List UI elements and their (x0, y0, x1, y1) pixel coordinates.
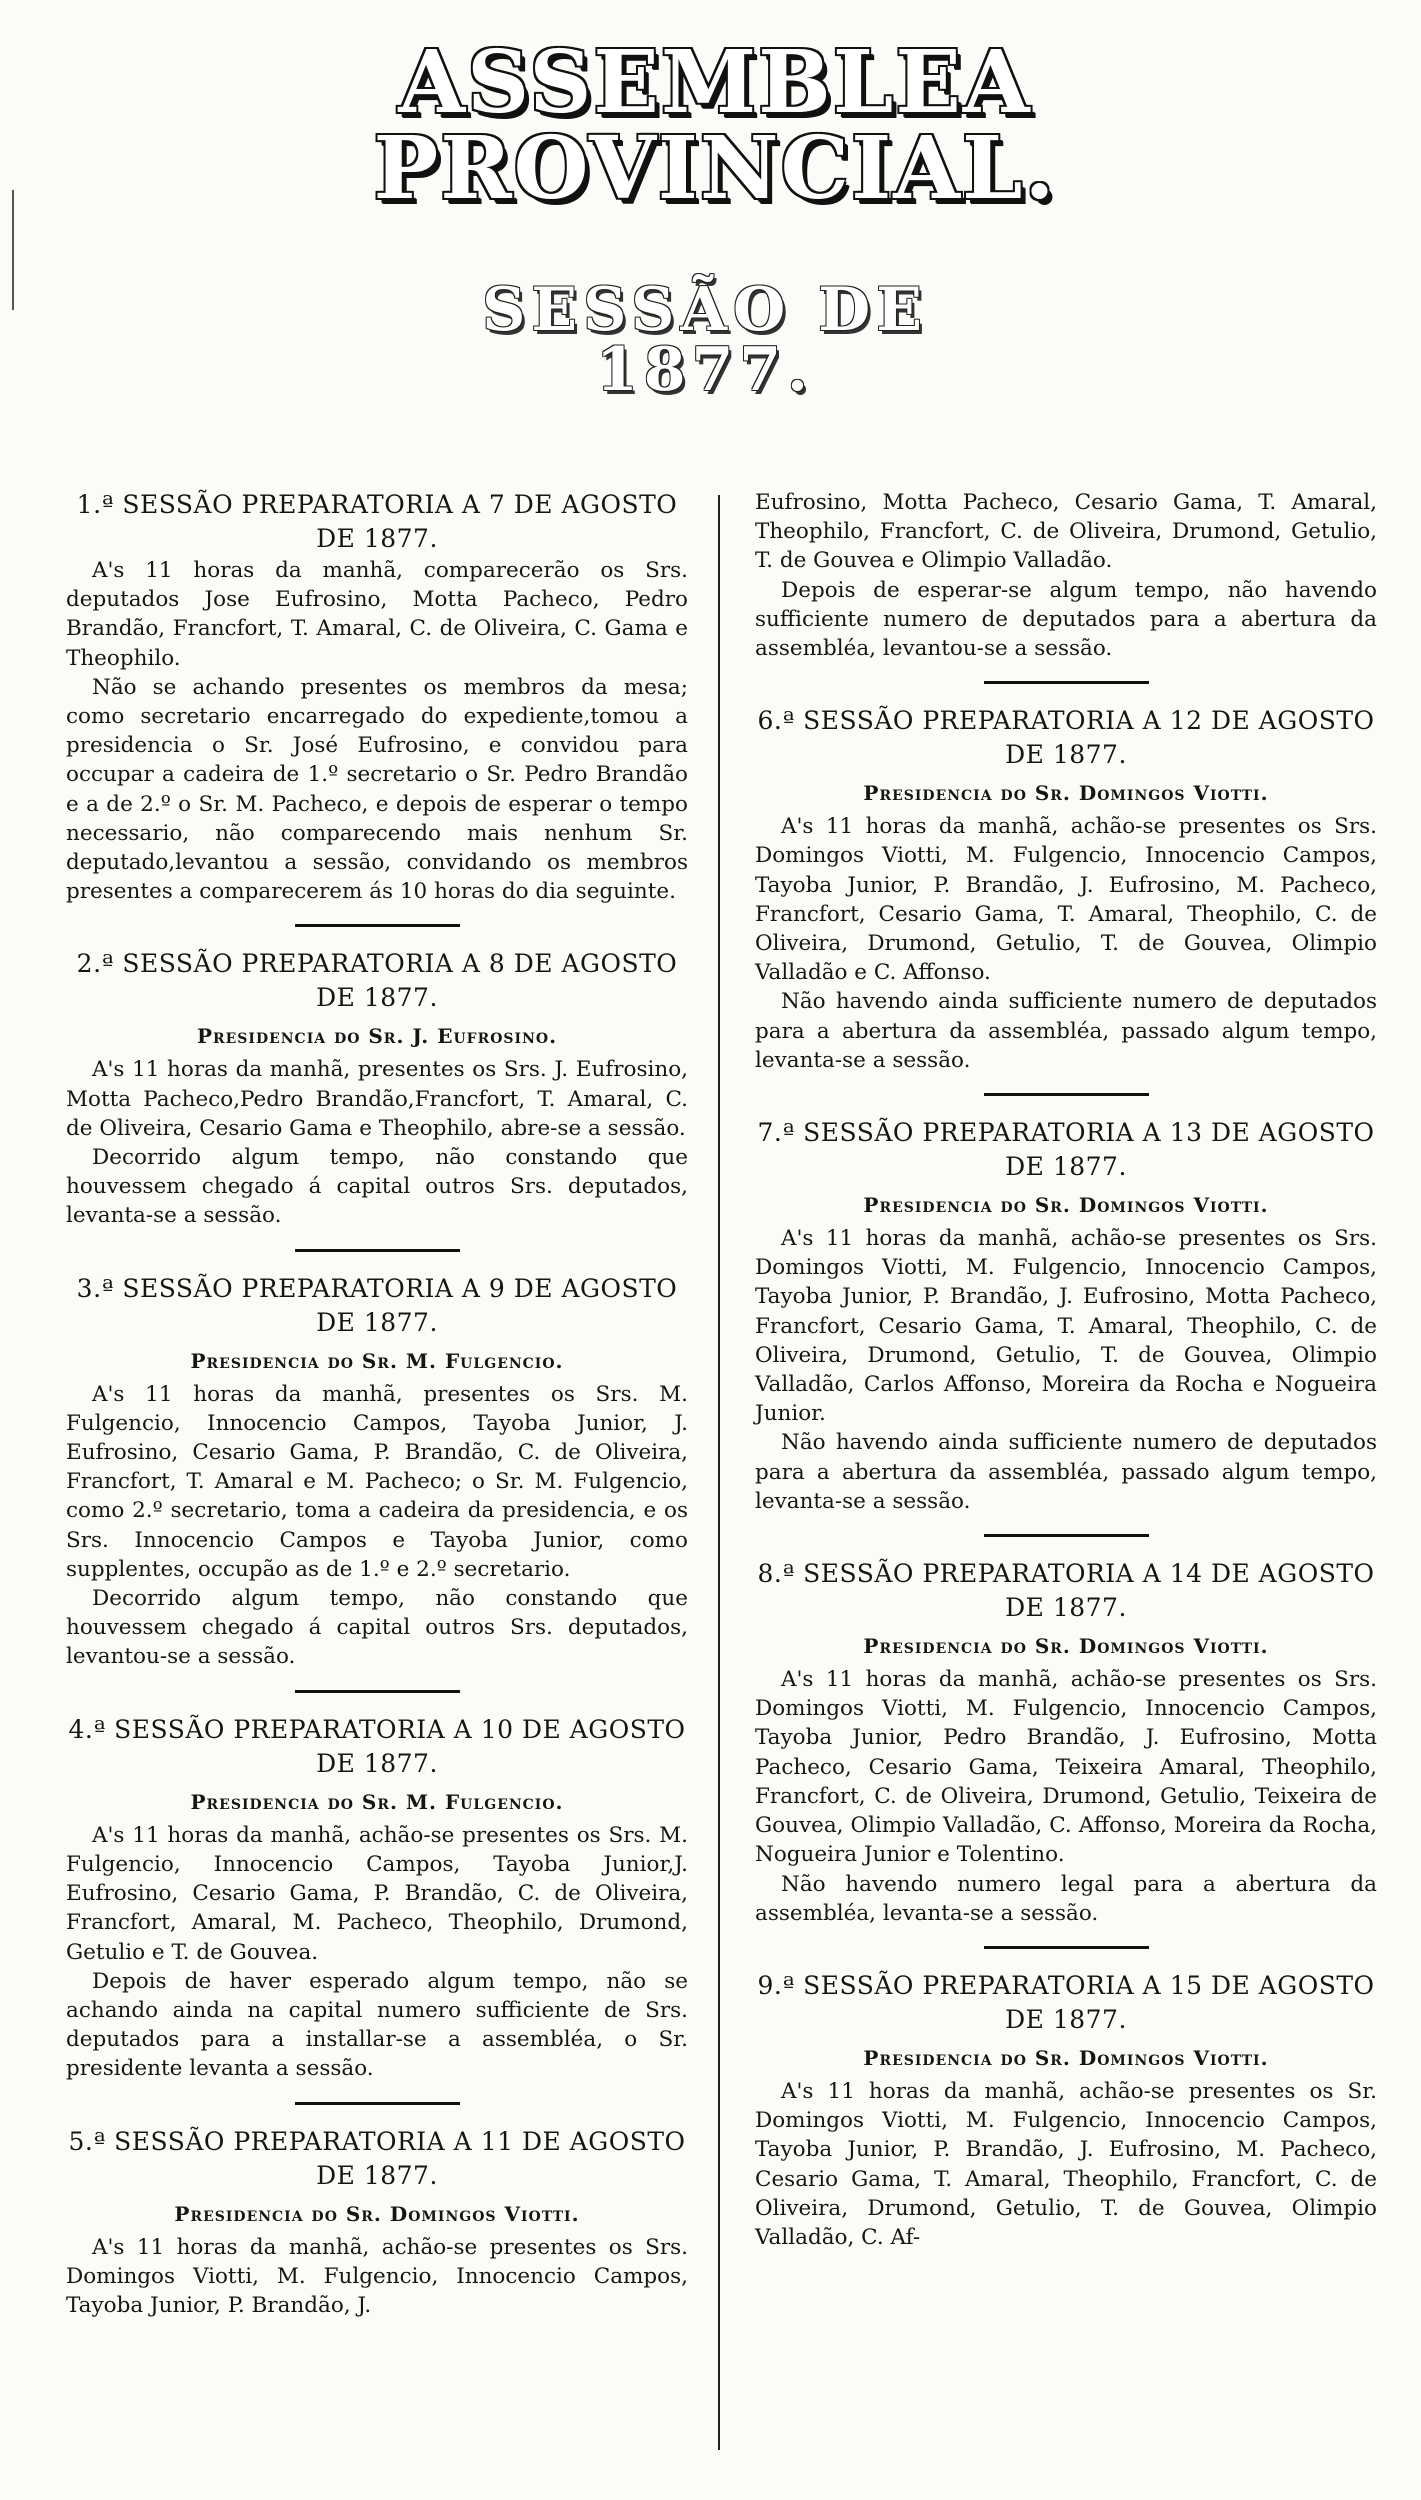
session-paragraph: A's 11 horas da manhã, achão-se presentes os Srs. M. Fulgencio, Innocencio Campos, Tayoba Junior,J. Eufrosino, Cesario Gama, P. Brandão, C. de Oliveira, Francfort, Amaral, M. Pacheco, Theophilo, Drumond, Getulio e T. de Gouvea. (66, 1822, 688, 1965)
session-heading: 8.ª SESSÃO PREPARATORIA A 14 DE AGOSTO DE 1877. (757, 1559, 1375, 1623)
session-heading: 4.ª SESSÃO PREPARATORIA A 10 DE AGOSTO DE 1877. (68, 1714, 686, 1778)
session-heading: 2.ª SESSÃO PREPARATORIA A 8 DE AGOSTO DE 1877. (76, 949, 678, 1013)
presidency-line: Presidencia do Sr. Domingos Viotti. (863, 2045, 1269, 2070)
section-separator (295, 2102, 460, 2105)
presidency-line: Presidencia do Sr. J. Eufrosino. (196, 1024, 558, 1049)
presidency-line: Presidencia do Sr. M. Fulgencio. (190, 1789, 564, 1814)
session-subtitle: SESSÃO DE 1877. (482, 275, 928, 405)
session-heading: 6.ª SESSÃO PREPARATORIA A 12 DE AGOSTO DE 1877. (757, 706, 1375, 770)
session-paragraph: Não havendo ainda sufficiente numero de deputados para a abertura da assembléa, passado algum tempo, levanta-se a sessão. (755, 1430, 1377, 1514)
session-entry (755, 704, 1377, 1075)
session-heading: 9.ª SESSÃO PREPARATORIA A 15 DE AGOSTO DE 1877. (757, 1970, 1375, 2034)
session-heading: 3.ª SESSÃO PREPARATORIA A 9 DE AGOSTO DE 1877. (76, 1273, 678, 1337)
section-separator (984, 1093, 1149, 1096)
section-separator (295, 924, 460, 927)
session-paragraph: A's 11 horas da manhã, presentes os Srs. J. Eufrosino, Motta Pacheco,Pedro Brandão,Francfort, T. Amaral, C. de Oliveira, Cesario Gama e Theophilo, abre-se a sessão. (66, 1057, 688, 1141)
left-column (66, 488, 688, 2320)
session-entry (755, 1557, 1377, 1928)
session-entry (755, 488, 1377, 663)
session-paragraph: Depois de esperar-se algum tempo, não havendo sufficiente numero de deputados para a abertura da assembléa, levantou-se a sessão. (755, 577, 1377, 662)
session-entry (755, 1116, 1377, 1516)
session-entry (755, 1969, 1377, 2252)
session-paragraph: Decorrido algum tempo, não constando que houvessem chegado á capital outros Srs. deputados, levantou-se a sessão. (66, 1586, 688, 1670)
session-paragraph: Decorrido algum tempo, não constando que houvessem chegado á capital outros Srs. deputados, levanta-se a sessão. (66, 1145, 688, 1229)
session-entry (66, 1713, 688, 2084)
session-paragraph: A's 11 horas da manhã, achão-se presentes os Srs. Domingos Viotti, M. Fulgencio, Innocencio Campos, Tayoba Junior, P. Brandão, J. Eufrosino, M. Pacheco, Francfort, Cesario Gama, T. Amaral, Theophilo, C. de Oliveira, Drumond, Getulio, T. de Gouvea, Olimpio Valladão e C. Affonso. (755, 814, 1377, 986)
masthead-title: ASSEMBLEA PROVINCIAL. (373, 32, 1057, 219)
session-paragraph: A's 11 horas da manhã, achão-se presentes os Srs. Domingos Viotti, M. Fulgencio, Innocencio Campos, Tayoba Junior, P. Brandão, J. Eufrosino, Motta Pacheco, Francfort, Cesario Gama, T. Amaral, Theophilo, C. de Oliveira, Drumond, Getulio, T. de Gouvea, Olimpio Valladão, Carlos Affonso, Moreira da Rocha e Nogueira Junior. (755, 1226, 1377, 1427)
presidency-line: Presidencia do Sr. Domingos Viotti. (174, 2201, 580, 2226)
session-paragraph: A's 11 horas da manhã, achão-se presentes os Srs. Domingos Viotti, M. Fulgencio, Innocencio Campos, Tayoba Junior, Pedro Brandão, J. Eufrosino, Motta Pacheco, Cesario Gama, Teixeira Amaral, Theophilo, Francfort, C. de Oliveira, Drumond, Getulio, Teixeira de Gouvea, Olimpio Valladão, C. Affonso, Moreira da Rocha, Nogueira Junior e Tolentino. (755, 1667, 1377, 1868)
session-entry (66, 2125, 688, 2321)
column-divider (718, 495, 720, 2450)
session-paragraph: Depois de haver esperado algum tempo, não se achando ainda na capital numero sufficiente de Srs. deputados para a installar-se a assembléa, o Sr. presidente levanta a sessão. (66, 1968, 688, 2082)
session-entry (66, 1272, 688, 1672)
session-paragraph: A's 11 horas da manhã, achão-se presentes os Srs. Domingos Viotti, M. Fulgencio, Innocencio Campos, Tayoba Junior, P. Brandão, J. (66, 2234, 688, 2318)
session-paragraph: Não havendo numero legal para a abertura da assembléa, levanta-se a sessão. (755, 1871, 1377, 1926)
session-entry (66, 488, 688, 906)
section-separator (984, 1534, 1149, 1537)
session-paragraph: Eufrosino, Motta Pacheco, Cesario Gama, T. Amaral, Theophilo, Francfort, C. de Oliveira, Drumond, Getulio, T. de Gouvea e Olimpio Valladão. (755, 490, 1377, 574)
right-column (755, 488, 1377, 2252)
margin-mark (12, 190, 14, 310)
presidency-line: Presidencia do Sr. Domingos Viotti. (863, 781, 1269, 806)
section-separator (984, 1946, 1149, 1949)
presidency-line: Presidencia do Sr. Domingos Viotti. (863, 1193, 1269, 1218)
session-paragraph: Não se achando presentes os membros da mesa; como secretario encarregado do expediente,tomou a presidencia o Sr. José Eufrosino, e convidou para occupar a cadeira de 1.º secretario o Sr. Pedro Brandão e a de 2.º o Sr. M. Pacheco, e depois de esperar o tempo necessario, não comparecendo mais nenhum Sr. deputado,levantou a sessão, convidando os membros presentes a comparecerem ás 10 horas do dia seguinte. (66, 674, 688, 905)
session-paragraph: A's 11 horas da manhã, comparecerão os Srs. deputados Jose Eufrosino, Motta Pacheco, Pedro Brandão, Francfort, T. Amaral, C. de Oliveira, C. Gama e Theophilo. (66, 558, 688, 671)
session-paragraph: A's 11 horas da manhã, presentes os Srs. M. Fulgencio, Innocencio Campos, Tayoba Junior, J. Eufrosino, Cesario Gama, P. Brandão, C. de Oliveira, Francfort, T. Amaral e M. Pacheco; o Sr. M. Fulgencio, como 2.º secretario, toma a cadeira da presidencia, e os Srs. Innocencio Campos e Tayoba Junior, como supplentes, occupão as de 1.º e 2.º secretario. (66, 1381, 688, 1582)
session-heading: 1.ª SESSÃO PREPARATORIA A 7 DE AGOSTO DE 1877. (76, 490, 678, 553)
session-entry (66, 947, 688, 1230)
session-heading: 7.ª SESSÃO PREPARATORIA A 13 DE AGOSTO DE 1877. (757, 1118, 1375, 1182)
section-separator (984, 681, 1149, 684)
session-paragraph: A's 11 horas da manhã, achão-se presentes os Sr. Domingos Viotti, M. Fulgencio, Innocencio Campos, Tayoba Junior, P. Brandão, J. Eufrosino, M. Pacheco, Cesario Gama, T. Amaral, Theophilo, Francfort, C. de Oliveira, Drumond, Getulio, T. de Gouvea, Olimpio Valladão, C. Af- (755, 2078, 1377, 2250)
section-separator (295, 1249, 460, 1252)
session-paragraph: Não havendo ainda sufficiente numero de deputados para a abertura da assembléa, passado algum tempo, levanta-se a sessão. (755, 989, 1377, 1073)
section-separator (295, 1690, 460, 1693)
session-heading: 5.ª SESSÃO PREPARATORIA A 11 DE AGOSTO DE 1877. (68, 2126, 686, 2190)
presidency-line: Presidencia do Sr. M. Fulgencio. (190, 1348, 564, 1373)
presidency-line: Presidencia do Sr. Domingos Viotti. (863, 1634, 1269, 1659)
